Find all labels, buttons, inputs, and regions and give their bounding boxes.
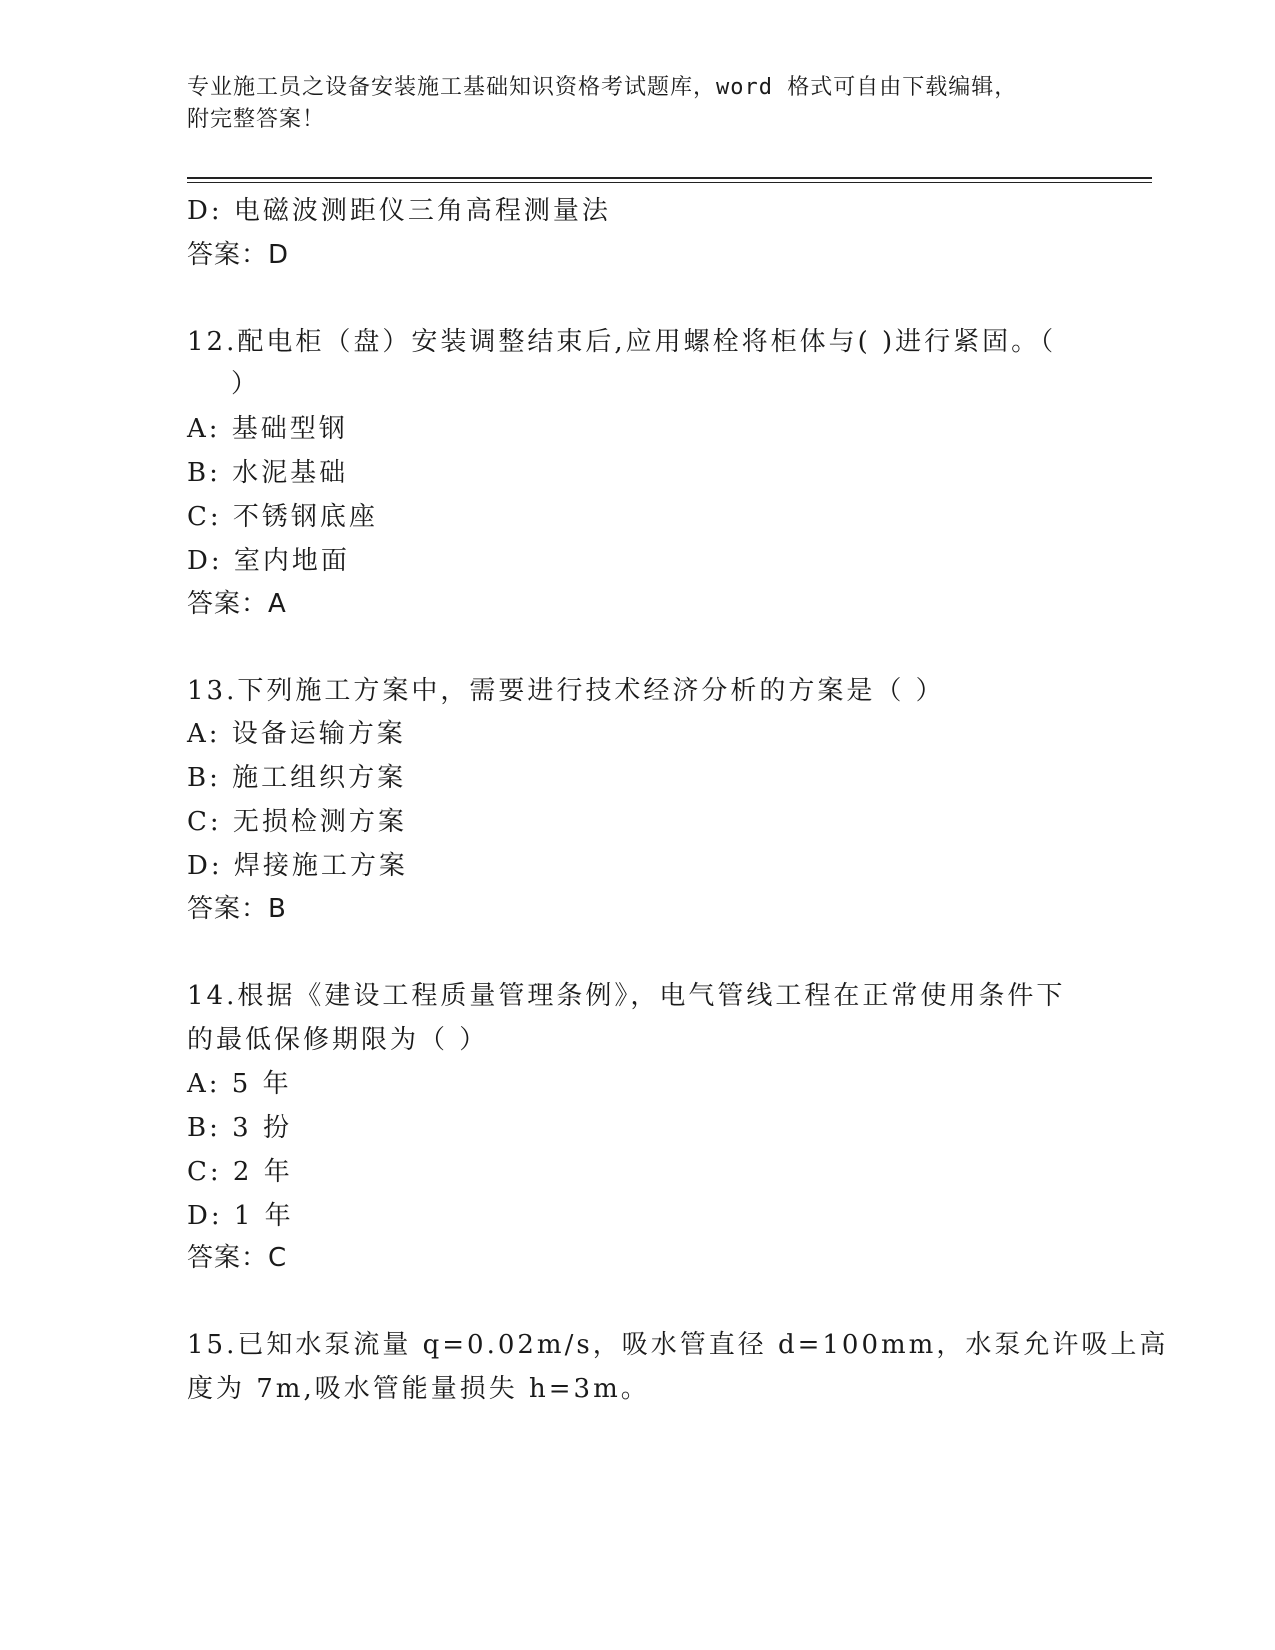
q13-answer: 答案：B bbox=[187, 894, 287, 924]
q12-answer: 答案：A bbox=[187, 589, 287, 619]
q12-option-a: A: 基础型钢 bbox=[187, 414, 348, 444]
q14-option-b: B: 3 扮 bbox=[187, 1113, 292, 1143]
q13-option-a: A: 设备运输方案 bbox=[187, 719, 406, 749]
q12-option-d: D: 室内地面 bbox=[187, 546, 350, 576]
header-line-2: 附完整答案！ bbox=[187, 107, 326, 132]
q11-answer: 答案：D bbox=[187, 240, 290, 270]
q12-stem-line-1: 12.配电柜（盘）安装调整结束后,应用螺栓将柜体与( )进行紧固。（ bbox=[187, 327, 1057, 357]
document-header bbox=[187, 72, 1087, 136]
q12-stem-line-2: ） bbox=[231, 369, 261, 399]
header-divider-thick bbox=[187, 177, 1152, 179]
q15-stem-line-2: 度为 7m,吸水管能量损失 h=3m。 bbox=[187, 1374, 650, 1404]
q14-option-a: A: 5 年 bbox=[187, 1069, 292, 1099]
q11-option-d: D: 电磁波测距仪三角高程测量法 bbox=[187, 196, 611, 226]
q15-stem-line-1: 15.已知水泵流量 q=0.02m/s，吸水管直径 d=100mm，水泵允许吸上高 bbox=[187, 1330, 1169, 1360]
q13-option-d: D: 焊接施工方案 bbox=[187, 851, 408, 881]
q13-option-b: B: 施工组织方案 bbox=[187, 763, 407, 793]
header-line-1: 专业施工员之设备安装施工基础知识资格考试题库，word 格式可自由下载编辑， bbox=[187, 75, 1018, 100]
q12-option-b: B: 水泥基础 bbox=[187, 458, 349, 488]
q14-option-d: D: 1 年 bbox=[187, 1201, 294, 1231]
q14-stem-line-1: 14.根据《建设工程质量管理条例》，电气管线工程在正常使用条件下 bbox=[187, 981, 1066, 1011]
header-divider-thin bbox=[187, 182, 1152, 183]
q14-option-c: C: 2 年 bbox=[187, 1157, 293, 1187]
q13-option-c: C: 无损检测方案 bbox=[187, 807, 407, 837]
q14-stem-line-2: 的最低保修期限为（ ） bbox=[187, 1025, 489, 1055]
q14-answer: 答案：C bbox=[187, 1243, 288, 1273]
q12-option-c: C: 不锈钢底座 bbox=[187, 502, 378, 532]
q13-stem: 13.下列施工方案中，需要进行技术经济分析的方案是（ ） bbox=[187, 676, 945, 706]
